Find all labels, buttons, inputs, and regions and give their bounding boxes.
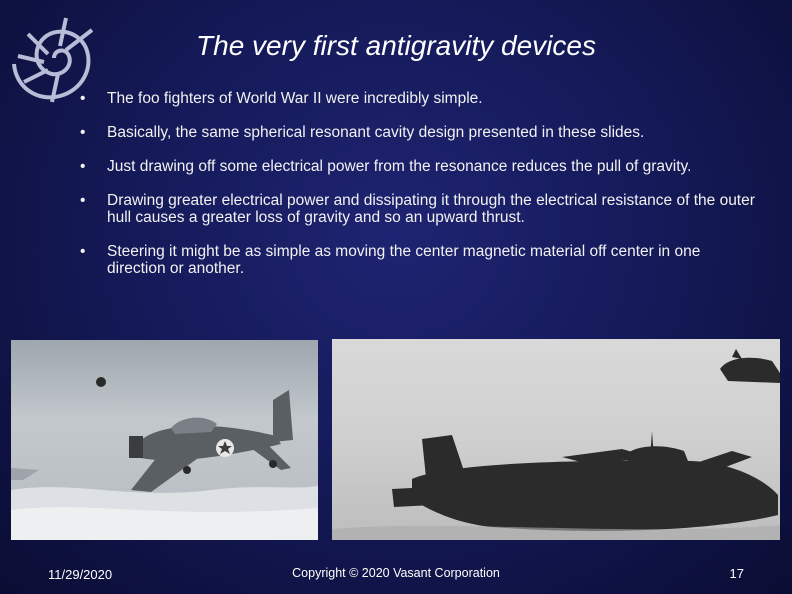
bullet-dot: • <box>80 158 86 175</box>
bullet-dot: • <box>80 243 86 260</box>
bullet-text: Drawing greater electrical power and dissipating it through the electrical resistance of the outer hull causes a greater loss of gravity and so an upward thrust. <box>107 192 755 226</box>
bullet-text: Steering it might be as simple as moving the center magnetic material off center in one direction or another. <box>107 243 701 277</box>
bullet-text: Basically, the same spherical resonant cavity design presented in these slides. <box>107 124 645 141</box>
footer-copyright: Copyright © 2020 Vasant Corporation <box>292 566 500 580</box>
page-number: 17 <box>729 566 744 581</box>
slide-title: The very first antigravity devices <box>196 30 596 61</box>
bullet-item <box>80 90 760 107</box>
bullet-dot: • <box>80 192 86 209</box>
bullet-item <box>80 243 760 277</box>
bomber-plane-photo <box>332 339 780 540</box>
bullet-text: The foo fighters of World War II were incredibly simple. <box>107 90 483 107</box>
bullet-text: Just drawing off some electrical power from the resonance reduces the pull of gravity. <box>107 158 692 175</box>
bullet-dot: • <box>80 90 86 107</box>
bullet-item <box>80 158 760 175</box>
bullet-item <box>80 192 760 226</box>
bullet-dot: • <box>80 124 86 141</box>
bullet-list <box>80 90 760 294</box>
footer-date: 11/29/2020 <box>48 567 113 582</box>
fighter-plane-photo <box>11 340 318 540</box>
bullet-item <box>80 124 760 141</box>
